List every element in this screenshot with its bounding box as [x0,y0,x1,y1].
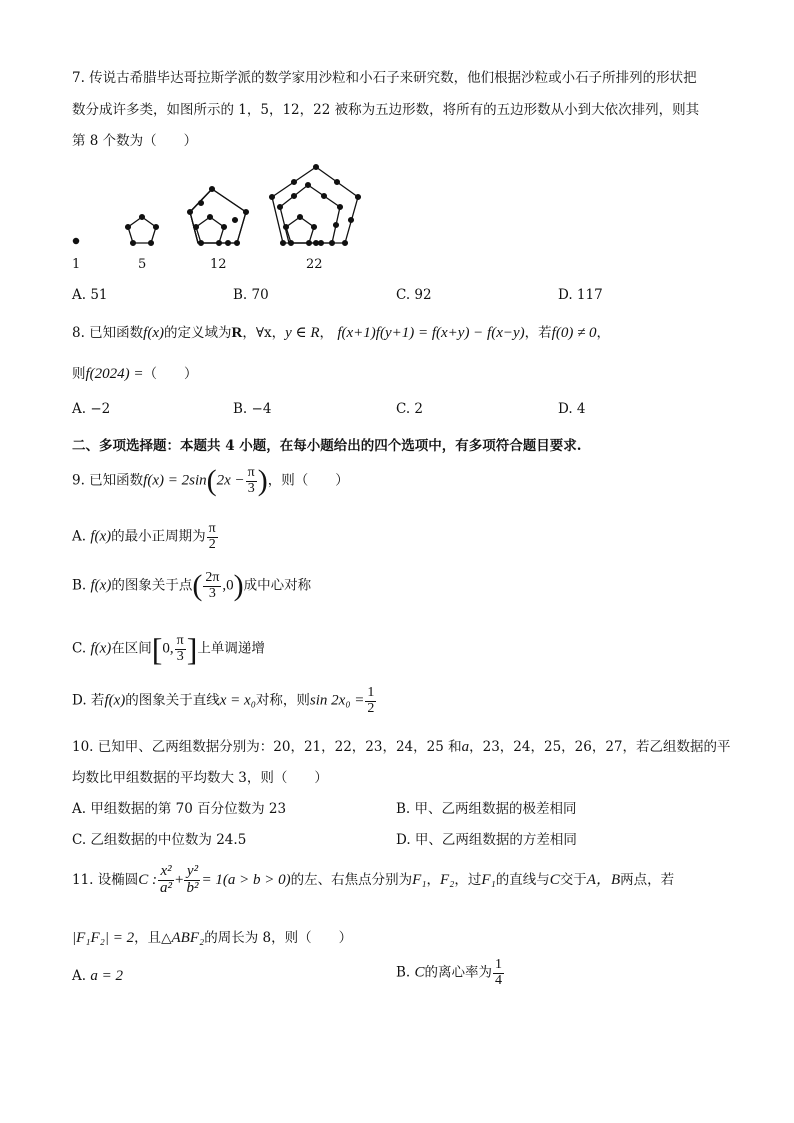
q9-option-b[interactable]: B. f(x)的图象关于点( $\frac{2\pi}{3}$ ,0)成中心对称 [72,569,312,603]
figure-label-12: 12 [210,257,227,272]
pentagonal-numbers-figure [60,155,380,275]
q10-option-b[interactable]: B. 甲、乙两组数据的极差相同 [396,801,577,817]
pebble-dot [73,238,78,243]
q7-line3: 第 8 个数为（ ） [72,133,198,149]
section-title-multi-choice: 二、多项选择题：本题共 4 小题，在每小题给出的四个选项中，有多项符合题目要求. [72,438,582,454]
q10-option-c[interactable]: C. 乙组数据的中位数为 24.5 [72,832,247,848]
q11-option-a[interactable]: A. a = 2 [72,968,123,984]
q8-line1: 8. 已知函数f(x)的定义域为R，∀x，y ∈ R， f(x+1)f(y+1) = f(x+y) − f(x−y)，若f(0) ≠ 0， [72,325,611,341]
q9-stem: 9. 已知函数f(x) = 2sin(2x − $\frac{\pi}{3}$ )，则（ ） [72,464,349,498]
q9-option-d[interactable]: D. 若f(x)的图象关于直线x = x₀对称，则sin 2x₀ = $\frac{1}{2}$ [72,685,375,716]
figure-label-5: 5 [138,257,147,272]
q10-line2: 均数比甲组数据的平均数大 3，则（ ） [72,770,328,786]
figure-label-1: 1 [72,257,81,272]
q11-line2: |F₁F₂| = 2，且△ABF₂的周长为 8，则（ ） [72,930,353,946]
q11-line1: 11. 设椭圆C : $\frac{\text{x²}}{\text{a²}}$ + $\frac{\text{y²}}{\text{b²}}$ = 1(a > b > 0)的左、右焦点分别为F₁，F₂，过F₁的直线与C交于A，B两点，若 [72,863,675,896]
q7-option-c[interactable]: C. 92 [396,287,432,303]
q8-option-c[interactable]: C. 2 [396,401,424,417]
q8-line2: 则f(2024) =（ ） [72,366,198,382]
q8-option-b[interactable]: B. −4 [233,401,272,417]
q10-option-d[interactable]: D. 甲、乙两组数据的方差相同 [396,832,577,848]
q10-option-a[interactable]: A. 甲组数据的第 70 百分位数为 23 [72,801,287,817]
q7-line2: 数分成许多类，如图所示的 1，5，12，22 被称为五边形数，将所有的五边形数从小到大依次排列，则其 [72,102,700,118]
q11-option-b[interactable]: B. C的离心率为 $\frac{1}{4}$ [396,957,503,988]
q7-option-a[interactable]: A. 51 [72,287,108,303]
q9-option-a[interactable]: A. f(x)的最小正周期为 $\frac{\pi}{2}$ [72,521,216,552]
q9-option-c[interactable]: C. f(x)在区间[0, $\frac{\pi}{3}$ ]上单调递增 [72,631,265,667]
q8-option-d[interactable]: D. 4 [558,401,586,417]
q8-option-a[interactable]: A. −2 [72,401,111,417]
q7-line1: 7. 传说古希腊毕达哥拉斯学派的数学家用沙粒和小石子来研究数，他们根据沙粒或小石子所排列的形状把 [72,70,697,86]
figure-label-22: 22 [306,257,323,272]
q7-option-d[interactable]: D. 117 [558,287,603,303]
q7-option-b[interactable]: B. 70 [233,287,269,303]
q10-line1: 10. 已知甲、乙两组数据分别为：20，21，22，23，24，25 和a，23，24，25，26，27，若乙组数据的平 [72,739,731,755]
